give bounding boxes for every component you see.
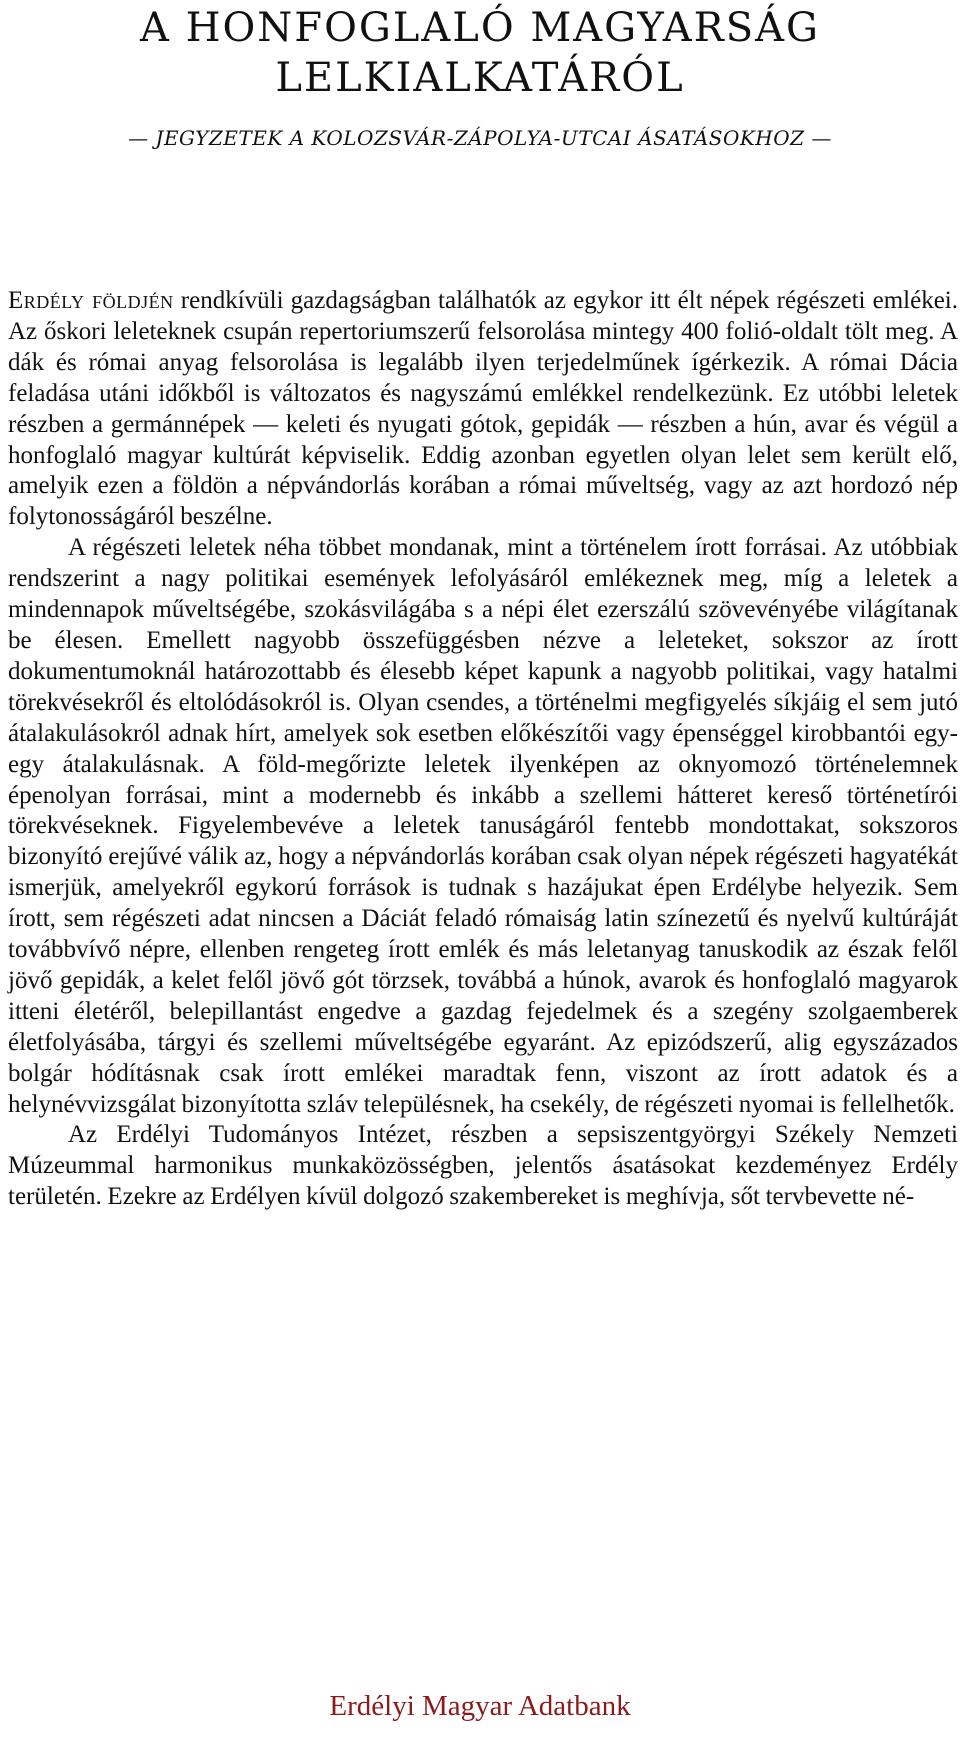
paragraph-text: rendkívüli gazdagságban találhatók az egykor itt élt népek régészeti emlékei. Az őskori leleteknek csupán repertoriumszerű felsorolása mintegy 400 folió-oldalt tölt meg. A dák és római anyag felsorolása is legalább ilyen terjedelműnek ígérkezik. A római Dácia feladása utáni időkből is változatos és nagyszámú emlékkel rendelkezünk. Ez utóbbi leletek részben a germánnépek — keleti és nyugati gótok, gepidák — részben a hún, avar és végül a honfoglaló magyar kultúrát képviselik. Eddig azonban egyetlen olyan lelet sem került elő, amelyik ezen a földön a népvándorlás korában a római műveltség, vagy az azt hordozó nép folytonosságáról beszélne. xyxy=(8,287,958,531)
watermark-footer: Erdélyi Magyar Adatbank xyxy=(329,1690,631,1722)
article-body xyxy=(8,286,958,1213)
subtitle: — JEGYZETEK A KOLOZSVÁR-ZÁPOLYA-UTCAI ÁSATÁSOKHOZ — xyxy=(128,126,832,150)
title-line-1: A HONFOGLALÓ MAGYARSÁG xyxy=(140,5,820,51)
paragraph-3: Az Erdélyi Tudományos Intézet, részben a sepsiszentgyörgyi Székely Nemzeti Múzeummal harmonikus munkaközösségben, jelentős ásatásokat kezdeményez Erdély területén. Ezekre az Erdélyen kívül dolgozó szakembereket is meghívja, sőt tervbevette né- xyxy=(8,1121,958,1211)
paragraph-1 xyxy=(8,286,958,533)
paragraph-2: A régészeti leletek néha többet mondanak, mint a történelem írott forrásai. Az utóbbiak rendszerint a nagy politikai események lefolyásáról emlékeznek meg, míg a leletek a mindennapok műveltségébe, szokásvilágába s a népi élet ezerszálú szövevényébe világítanak be élesen. Emellett nagyobb összefüggésben nézve a leleteket, sokszor az írott dokumentumoknál határozottabb és élesebb képet kapunk a nagyobb politikai, vagy hatalmi törekvésekről és eltolódásokról is. Olyan csendes, a történelmi megfigyelés síkjáig el sem jutó átalakulásokról adnak hírt, amelyek sok esetben előkészítői vagy épenséggel kirobbantói egy-egy átalakulásnak. A föld-megőrizte leletek ilyenképen az oknyomozó történelemnek épenolyan forrásai, mint a modernebb és inkább a szellemi hátteret kereső történetírói törekvéseknek. Figyelembevéve a leletek tanuságáról fentebb mondottakat, sokszoros bizonyító erejűvé válik az, hogy a népvándorlás korában csak olyan népek régészeti hagyatékát ismerjük, amelyekről egykorú források is tudnak s hazájukat épen Erdélybe helyezik. Sem írott, sem régészeti adat nincsen a Dáciát feladó rómaiság latin színezetű és nyelvű kultúráját továbbvívő népre, ellenben rengeteg írott emlék és más leletanyag tanuskodik az észak felől jövő gepidák, a kelet felől jövő gót törzsek, továbbá a húnok, avarok és honfoglaló magyarok itteni életéről, belepillantást engedve a gazdag fejedelmek és a szegény szolgaemberek életfolyásába, tárgyi és szellemi műveltségébe egyaránt. Az epizódszerű, alig egyszázados bolgár hódításnak csak írott emlékei maradtak fenn, viszont az írott adatok és a helynévvizsgálat bizonyította szláv településnek, ha csekély, de régészeti nyomai is fellelhetők. xyxy=(8,534,958,1118)
paragraph-lead: Erdély földjén xyxy=(8,287,174,314)
title-line-2: LELKIALKATÁRÓL xyxy=(275,55,685,101)
